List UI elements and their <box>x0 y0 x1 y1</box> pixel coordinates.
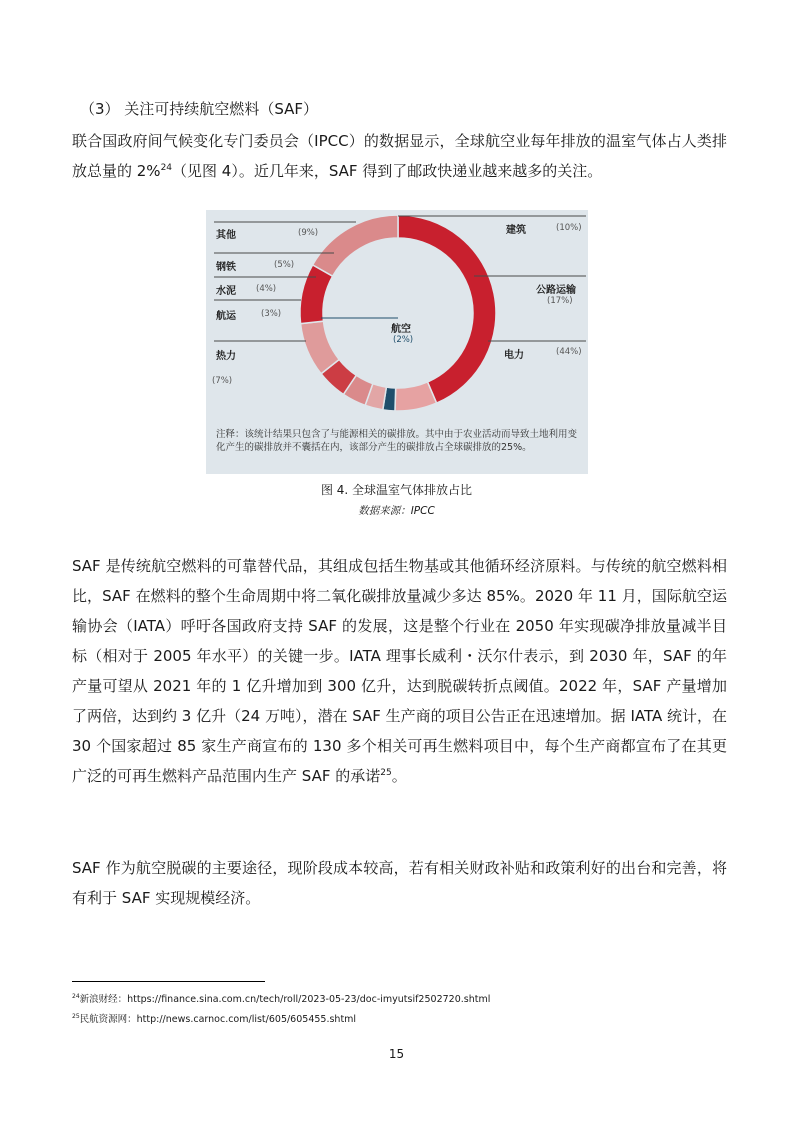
pct-other: (9%) <box>298 228 319 238</box>
label-steel: 钢铁 <box>216 262 236 273</box>
label-building: 建筑 <box>506 225 526 236</box>
label-aviation: 航空 <box>391 324 411 335</box>
label-power: 电力 <box>504 350 524 361</box>
pct-shipping: (3%) <box>261 309 282 319</box>
paragraph-conclusion: SAF 作为航空脱碳的主要途径，现阶段成本较高，若有相关财政补贴和政策利好的出台和完善，将有利于 SAF 实现规模经济。 <box>72 859 727 907</box>
emissions-donut-figure <box>206 210 588 474</box>
page-number: 15 <box>388 1047 405 1061</box>
donut-slice-power <box>398 215 496 403</box>
pct-heat: (7%) <box>212 376 233 386</box>
label-shipping: 航运 <box>216 311 236 322</box>
donut-slice-road <box>313 215 398 276</box>
footnote-25-link[interactable]: 民航资源网：http://news.carnoc.com/list/605/605455.shtml <box>79 1014 357 1025</box>
paragraph-saf: SAF 是传统航空燃料的可靠替代品，其组成包括生物基或其他循环经济原料。与传统的航空燃料相比，SAF 在燃料的整个生命周期中将二氧化碳排放量减少多达 85%。2020 年 11 月，国际航空运输协会（IATA）呼吁各国政府支持 SAF 的发展，这是整个行业在 2050 年实现碳净排放量减半目标（相对于 2005 年水平）的关键一步。IATA 理事长威利・沃尔什表示，到 2030 年，SAF 的年产量可望从 2021 年的 1 亿升增加到 300 亿升，达到脱碳转折点阈值。2022 年，SAF 产量增加了两倍，达到约 3 亿升（24 万吨），潜在 SAF 生产商的项目公告正在迅速增加。据 IATA 统计，在 30 个国家超过 85 家生产商宣布的 130 多个相关可再生燃料项目中，每个生产商都宣布了在其更广泛的可再生燃料产品范围内生产 SAF 的承诺$^{25}$。 <box>72 557 727 785</box>
pct-steel: (5%) <box>274 260 295 270</box>
figure-caption: 图 4. 全球温室气体排放占比 <box>320 483 473 497</box>
section-heading: （3） 关注可持续航空燃料（SAF） <box>80 100 319 118</box>
pct-road: (17%) <box>547 296 573 306</box>
footnote-24: $^{24}$新浪财经：https://finance.sina.com.cn/tech/roll/2023-05-23/doc-imyutsif2502720.shtml <box>72 992 491 1005</box>
footnote-25: $^{25}$民航资源网：http://news.carnoc.com/list/605/605455.shtml <box>72 1012 357 1025</box>
figure-note: 注释：该统计结果只包含了与能源相关的碳排放。其中由于农业活动而导致土地利用变化产生的碳排放并不囊括在内，该部分产生的碳排放占全球碳排放的25%。 <box>216 429 578 453</box>
figure-source: 数据来源：IPCC <box>358 505 435 517</box>
pct-aviation: (2%) <box>393 335 414 345</box>
label-heat: 热力 <box>216 351 236 362</box>
footnote-24-link[interactable]: 新浪财经：https://finance.sina.com.cn/tech/roll/2023-05-23/doc-imyutsif2502720.shtml <box>79 994 491 1005</box>
pct-cement: (4%) <box>256 284 277 294</box>
paragraph-intro: 联合国政府间气候变化专门委员会（IPCC）的数据显示，全球航空业每年排放的温室气体占人类排放总量的 2%$^{24}$（见图 4）。近几年来，SAF 得到了邮政快递业越来越多的关注。 <box>72 132 727 180</box>
pct-building: (10%) <box>556 223 582 233</box>
label-cement: 水泥 <box>216 286 236 297</box>
footnote-ref-24[interactable]: 24 <box>160 163 173 173</box>
pct-power: (44%) <box>556 347 582 357</box>
footnote-ref-25[interactable]: 25 <box>380 768 392 778</box>
label-road: 公路运输 <box>536 285 576 296</box>
footnote-divider <box>72 981 265 982</box>
label-other: 其他 <box>216 230 236 241</box>
